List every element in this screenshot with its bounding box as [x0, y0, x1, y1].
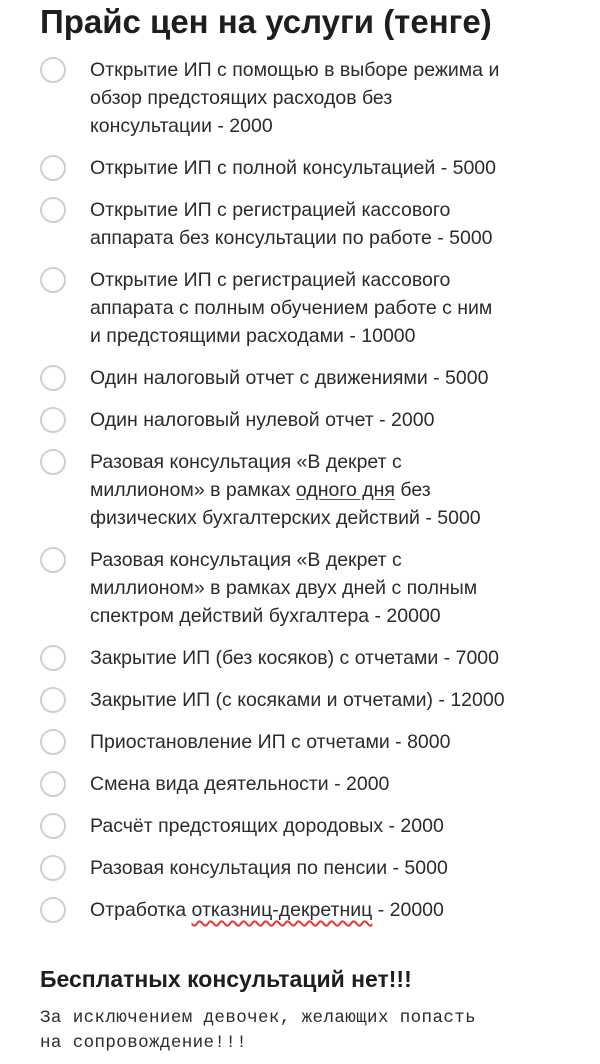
- checklist-item-text: Разовая консультация «В декрет с миллионом» в рамках двух дней с полным спектром действий бухгалтера - 20000: [90, 549, 478, 627]
- misspelled-word[interactable]: отказниц-декретниц: [191, 899, 373, 921]
- checkbox-circle[interactable]: [40, 729, 66, 755]
- checklist-item-text: Закрытие ИП (без косяков) с отчетами - 7000: [90, 647, 499, 669]
- checklist-item-text: [90, 896, 568, 924]
- checklist-item-text: Один налоговый нулевой отчет - 2000: [90, 409, 435, 431]
- checklist-item-text: Закрытие ИП (с косяками и отчетами) - 12000: [90, 689, 505, 711]
- checklist-item-text: Открытие ИП с регистрацией кассового аппарата без консультации по работе - 5000: [90, 199, 493, 249]
- checkbox-circle[interactable]: [40, 645, 66, 671]
- checklist-item-text: Расчёт предстоящих дородовых - 2000: [90, 815, 444, 837]
- checkbox-circle[interactable]: [40, 547, 66, 573]
- checkbox-circle[interactable]: [40, 813, 66, 839]
- checklist-item-text: Открытие ИП с полной консультацией - 5000: [90, 157, 496, 179]
- checklist-item-text: [90, 448, 568, 532]
- checklist-item-text: Разовая консультация по пенсии - 5000: [90, 857, 448, 879]
- checkbox-circle[interactable]: [40, 197, 66, 223]
- checkbox-circle[interactable]: [40, 365, 66, 391]
- checklist-item-text: Открытие ИП с помощью в выборе режима и обзор предстоящих расходов без консультации - 2000: [90, 59, 500, 137]
- item-text-part: без физических бухгалтерских действий - 5000: [90, 479, 481, 529]
- item-text-part: - 20000: [372, 899, 444, 921]
- checkbox-circle[interactable]: [40, 155, 66, 181]
- checkbox-circle[interactable]: [40, 897, 66, 923]
- checkbox-circle[interactable]: [40, 771, 66, 797]
- underlined-text: одного дня: [295, 479, 395, 501]
- footer-note: За исключением девочек, желающих попасть на сопровождение!!!: [40, 1008, 477, 1053]
- checklist-item-text: Один налоговый отчет с движениями - 5000: [90, 367, 489, 389]
- checkbox-circle[interactable]: [40, 267, 66, 293]
- item-text-part: Разовая консультация «В декрет с миллионом» в рамках: [90, 451, 402, 501]
- checklist-item-text: Смена вида деятельности - 2000: [90, 773, 390, 795]
- checklist-item-text: Приостановление ИП с отчетами - 8000: [90, 731, 451, 753]
- checkbox-circle[interactable]: [40, 449, 66, 475]
- footer-title: Бесплатных консультаций нет!!!: [40, 966, 412, 992]
- checkbox-circle[interactable]: [40, 57, 66, 83]
- checkbox-circle[interactable]: [40, 855, 66, 881]
- checkbox-circle[interactable]: [40, 407, 66, 433]
- page-title: Прайс цен на услуги (тенге): [40, 3, 492, 40]
- item-text-part: Отработка: [90, 899, 192, 921]
- checkbox-circle[interactable]: [40, 687, 66, 713]
- checklist-item-text: Открытие ИП с регистрацией кассового аппарата с полным обучением работе с ним и предстоящими расходами - 10000: [90, 269, 493, 347]
